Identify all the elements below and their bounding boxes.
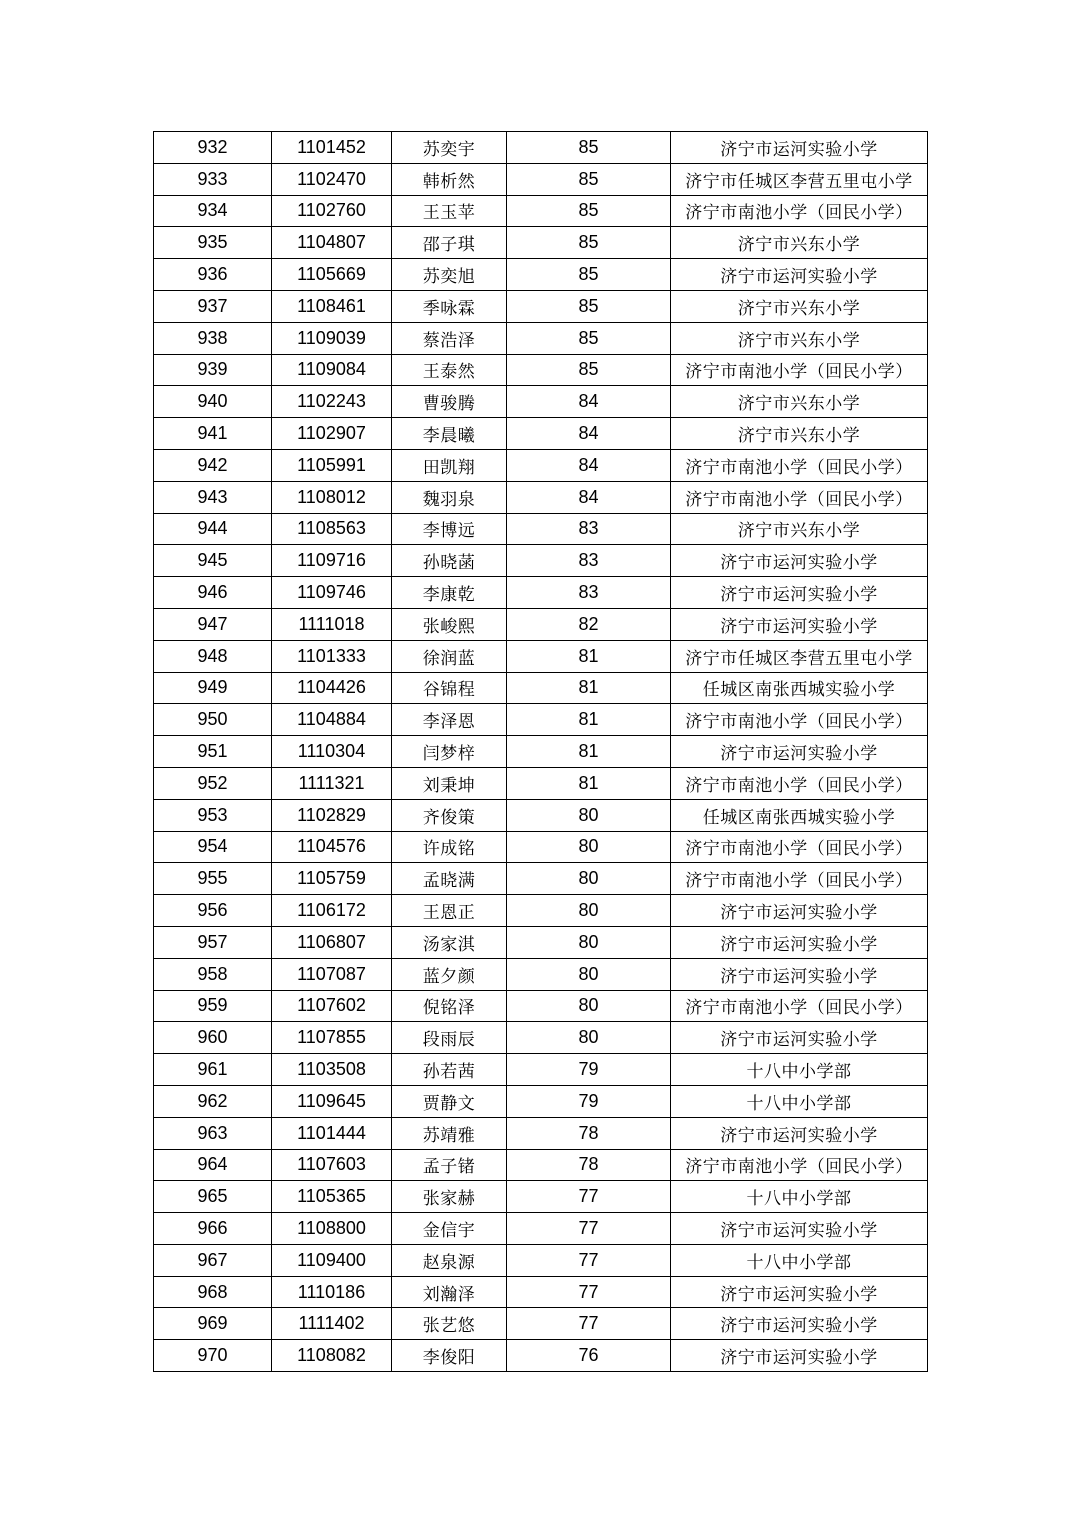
score-cell: 77 [507,1308,671,1340]
rank-cell: 941 [154,418,272,450]
student-name-cell: 张艺悠 [392,1308,507,1340]
student-id-cell: 1104576 [272,831,392,863]
score-cell: 85 [507,259,671,291]
table-row [154,1213,928,1245]
table-row [154,513,928,545]
student-name-cell: 王泰然 [392,354,507,386]
table-row [154,958,928,990]
student-name-cell: 段雨辰 [392,1022,507,1054]
student-name-cell: 张峻熙 [392,608,507,640]
student-id-cell: 1105365 [272,1181,392,1213]
school-cell: 任城区南张西城实验小学 [671,672,928,704]
student-name-cell: 李博远 [392,513,507,545]
student-id-cell: 1107855 [272,1022,392,1054]
score-cell: 85 [507,195,671,227]
rank-cell: 933 [154,163,272,195]
rank-cell: 940 [154,386,272,418]
student-id-cell: 1109400 [272,1244,392,1276]
school-cell: 济宁市运河实验小学 [671,1117,928,1149]
student-name-cell: 贾静文 [392,1085,507,1117]
student-id-cell: 1109084 [272,354,392,386]
rank-cell: 964 [154,1149,272,1181]
rank-cell: 936 [154,259,272,291]
student-name-cell: 田凯翔 [392,449,507,481]
school-cell: 济宁市运河实验小学 [671,1340,928,1372]
student-name-cell: 苏靖雅 [392,1117,507,1149]
student-name-cell: 刘秉坤 [392,767,507,799]
score-cell: 85 [507,227,671,259]
table-row [154,195,928,227]
student-id-cell: 1107602 [272,990,392,1022]
student-name-cell: 孙若茜 [392,1054,507,1086]
score-cell: 81 [507,767,671,799]
student-id-cell: 1104807 [272,227,392,259]
student-id-cell: 1108082 [272,1340,392,1372]
table-row [154,163,928,195]
table-row [154,990,928,1022]
school-cell: 济宁市兴东小学 [671,290,928,322]
score-cell: 81 [507,736,671,768]
table-row [154,704,928,736]
table-row [154,863,928,895]
student-name-cell: 王玉苹 [392,195,507,227]
student-name-cell: 曹骏腾 [392,386,507,418]
student-id-cell: 1104884 [272,704,392,736]
table-row [154,577,928,609]
rank-cell: 966 [154,1213,272,1245]
student-id-cell: 1108461 [272,290,392,322]
student-id-cell: 1102907 [272,418,392,450]
rank-cell: 954 [154,831,272,863]
score-cell: 85 [507,354,671,386]
school-cell: 济宁市运河实验小学 [671,1213,928,1245]
table-row [154,132,928,164]
score-cell: 76 [507,1340,671,1372]
student-name-cell: 孟子锗 [392,1149,507,1181]
rank-cell: 960 [154,1022,272,1054]
student-name-cell: 孟晓满 [392,863,507,895]
rank-cell: 968 [154,1276,272,1308]
student-name-cell: 魏羽泉 [392,481,507,513]
student-name-cell: 季咏霖 [392,290,507,322]
table-row [154,608,928,640]
table-row [154,1085,928,1117]
table-row [154,672,928,704]
school-cell: 济宁市南池小学（回民小学） [671,767,928,799]
rank-cell: 932 [154,132,272,164]
table-row [154,481,928,513]
student-id-cell: 1109746 [272,577,392,609]
school-cell: 济宁市运河实验小学 [671,259,928,291]
student-id-cell: 1109039 [272,322,392,354]
results-table-body [154,132,928,1372]
rank-cell: 951 [154,736,272,768]
rank-cell: 958 [154,958,272,990]
student-id-cell: 1109645 [272,1085,392,1117]
rank-cell: 962 [154,1085,272,1117]
student-name-cell: 赵泉源 [392,1244,507,1276]
rank-cell: 961 [154,1054,272,1086]
student-id-cell: 1105669 [272,259,392,291]
school-cell: 十八中小学部 [671,1085,928,1117]
student-name-cell: 汤家淇 [392,926,507,958]
table-row [154,418,928,450]
score-cell: 84 [507,418,671,450]
table-row [154,1149,928,1181]
score-cell: 85 [507,163,671,195]
score-cell: 81 [507,704,671,736]
score-cell: 80 [507,926,671,958]
score-cell: 77 [507,1213,671,1245]
score-cell: 78 [507,1149,671,1181]
rank-cell: 950 [154,704,272,736]
rank-cell: 955 [154,863,272,895]
rank-cell: 969 [154,1308,272,1340]
score-cell: 85 [507,322,671,354]
score-cell: 77 [507,1276,671,1308]
school-cell: 济宁市兴东小学 [671,418,928,450]
student-id-cell: 1102243 [272,386,392,418]
school-cell: 济宁市运河实验小学 [671,926,928,958]
score-cell: 79 [507,1085,671,1117]
rank-cell: 959 [154,990,272,1022]
student-id-cell: 1101333 [272,640,392,672]
student-name-cell: 苏奕旭 [392,259,507,291]
school-cell: 济宁市任城区李营五里屯小学 [671,640,928,672]
school-cell: 济宁市南池小学（回民小学） [671,195,928,227]
student-id-cell: 1107603 [272,1149,392,1181]
score-cell: 79 [507,1054,671,1086]
school-cell: 济宁市运河实验小学 [671,1022,928,1054]
score-cell: 78 [507,1117,671,1149]
student-id-cell: 1110304 [272,736,392,768]
score-cell: 80 [507,990,671,1022]
school-cell: 十八中小学部 [671,1244,928,1276]
table-row [154,926,928,958]
school-cell: 十八中小学部 [671,1054,928,1086]
student-id-cell: 1101452 [272,132,392,164]
rank-cell: 956 [154,895,272,927]
school-cell: 济宁市南池小学（回民小学） [671,449,928,481]
table-row [154,1308,928,1340]
score-cell: 80 [507,1022,671,1054]
student-id-cell: 1102829 [272,799,392,831]
score-cell: 84 [507,449,671,481]
student-name-cell: 金信宇 [392,1213,507,1245]
student-name-cell: 张家赫 [392,1181,507,1213]
student-name-cell: 徐润蓝 [392,640,507,672]
table-row [154,449,928,481]
school-cell: 济宁市运河实验小学 [671,1308,928,1340]
student-name-cell: 齐俊策 [392,799,507,831]
school-cell: 济宁市运河实验小学 [671,895,928,927]
student-id-cell: 1111402 [272,1308,392,1340]
student-name-cell: 韩析然 [392,163,507,195]
rank-cell: 970 [154,1340,272,1372]
school-cell: 济宁市运河实验小学 [671,132,928,164]
rank-cell: 947 [154,608,272,640]
rank-cell: 937 [154,290,272,322]
table-row [154,895,928,927]
school-cell: 济宁市南池小学（回民小学） [671,354,928,386]
student-id-cell: 1101444 [272,1117,392,1149]
student-id-cell: 1108012 [272,481,392,513]
school-cell: 济宁市兴东小学 [671,227,928,259]
score-cell: 83 [507,545,671,577]
student-id-cell: 1107087 [272,958,392,990]
student-name-cell: 蔡浩泽 [392,322,507,354]
school-cell: 济宁市运河实验小学 [671,736,928,768]
student-name-cell: 许成铭 [392,831,507,863]
school-cell: 济宁市运河实验小学 [671,545,928,577]
school-cell: 济宁市运河实验小学 [671,608,928,640]
student-id-cell: 1111321 [272,767,392,799]
score-cell: 80 [507,958,671,990]
table-row [154,386,928,418]
results-table [153,131,928,1372]
table-row [154,1117,928,1149]
student-id-cell: 1103508 [272,1054,392,1086]
student-name-cell: 苏奕宇 [392,132,507,164]
student-id-cell: 1110186 [272,1276,392,1308]
school-cell: 济宁市运河实验小学 [671,577,928,609]
student-name-cell: 谷锦程 [392,672,507,704]
student-name-cell: 闫梦梓 [392,736,507,768]
student-name-cell: 李康乾 [392,577,507,609]
score-cell: 77 [507,1181,671,1213]
student-id-cell: 1108800 [272,1213,392,1245]
rank-cell: 944 [154,513,272,545]
student-id-cell: 1102760 [272,195,392,227]
table-row [154,736,928,768]
rank-cell: 953 [154,799,272,831]
student-id-cell: 1108563 [272,513,392,545]
student-id-cell: 1109716 [272,545,392,577]
score-cell: 83 [507,513,671,545]
school-cell: 济宁市兴东小学 [671,513,928,545]
student-id-cell: 1104426 [272,672,392,704]
score-cell: 77 [507,1244,671,1276]
score-cell: 80 [507,799,671,831]
score-cell: 83 [507,577,671,609]
score-cell: 85 [507,132,671,164]
student-id-cell: 1105991 [272,449,392,481]
rank-cell: 967 [154,1244,272,1276]
student-name-cell: 王恩正 [392,895,507,927]
student-name-cell: 李晨曦 [392,418,507,450]
rank-cell: 949 [154,672,272,704]
score-cell: 80 [507,863,671,895]
rank-cell: 946 [154,577,272,609]
student-id-cell: 1105759 [272,863,392,895]
student-name-cell: 李泽恩 [392,704,507,736]
school-cell: 济宁市运河实验小学 [671,1276,928,1308]
table-row [154,831,928,863]
table-row [154,1022,928,1054]
student-name-cell: 蓝夕颜 [392,958,507,990]
school-cell: 济宁市南池小学（回民小学） [671,481,928,513]
table-row [154,322,928,354]
rank-cell: 934 [154,195,272,227]
rank-cell: 942 [154,449,272,481]
student-id-cell: 1111018 [272,608,392,640]
table-row [154,640,928,672]
score-cell: 81 [507,672,671,704]
school-cell: 十八中小学部 [671,1181,928,1213]
score-cell: 80 [507,831,671,863]
school-cell: 济宁市兴东小学 [671,386,928,418]
school-cell: 济宁市任城区李营五里屯小学 [671,163,928,195]
student-id-cell: 1106807 [272,926,392,958]
rank-cell: 965 [154,1181,272,1213]
table-row [154,799,928,831]
rank-cell: 963 [154,1117,272,1149]
rank-cell: 952 [154,767,272,799]
table-row [154,354,928,386]
rank-cell: 939 [154,354,272,386]
student-id-cell: 1106172 [272,895,392,927]
table-row [154,767,928,799]
rank-cell: 935 [154,227,272,259]
student-name-cell: 邵子琪 [392,227,507,259]
student-name-cell: 李俊阳 [392,1340,507,1372]
rank-cell: 945 [154,545,272,577]
score-cell: 84 [507,481,671,513]
table-row [154,227,928,259]
score-cell: 81 [507,640,671,672]
school-cell: 济宁市运河实验小学 [671,958,928,990]
table-row [154,290,928,322]
table-row [154,1054,928,1086]
table-row [154,259,928,291]
student-name-cell: 刘瀚泽 [392,1276,507,1308]
table-row [154,1340,928,1372]
rank-cell: 957 [154,926,272,958]
rank-cell: 938 [154,322,272,354]
score-cell: 85 [507,290,671,322]
school-cell: 济宁市南池小学（回民小学） [671,863,928,895]
table-row [154,1181,928,1213]
table-row [154,1244,928,1276]
student-name-cell: 孙晓菡 [392,545,507,577]
school-cell: 济宁市南池小学（回民小学） [671,1149,928,1181]
rank-cell: 943 [154,481,272,513]
score-cell: 82 [507,608,671,640]
school-cell: 任城区南张西城实验小学 [671,799,928,831]
table-row [154,1276,928,1308]
school-cell: 济宁市南池小学（回民小学） [671,831,928,863]
school-cell: 济宁市兴东小学 [671,322,928,354]
score-cell: 80 [507,895,671,927]
score-cell: 84 [507,386,671,418]
rank-cell: 948 [154,640,272,672]
student-id-cell: 1102470 [272,163,392,195]
table-row [154,545,928,577]
school-cell: 济宁市南池小学（回民小学） [671,704,928,736]
student-name-cell: 倪铭泽 [392,990,507,1022]
school-cell: 济宁市南池小学（回民小学） [671,990,928,1022]
